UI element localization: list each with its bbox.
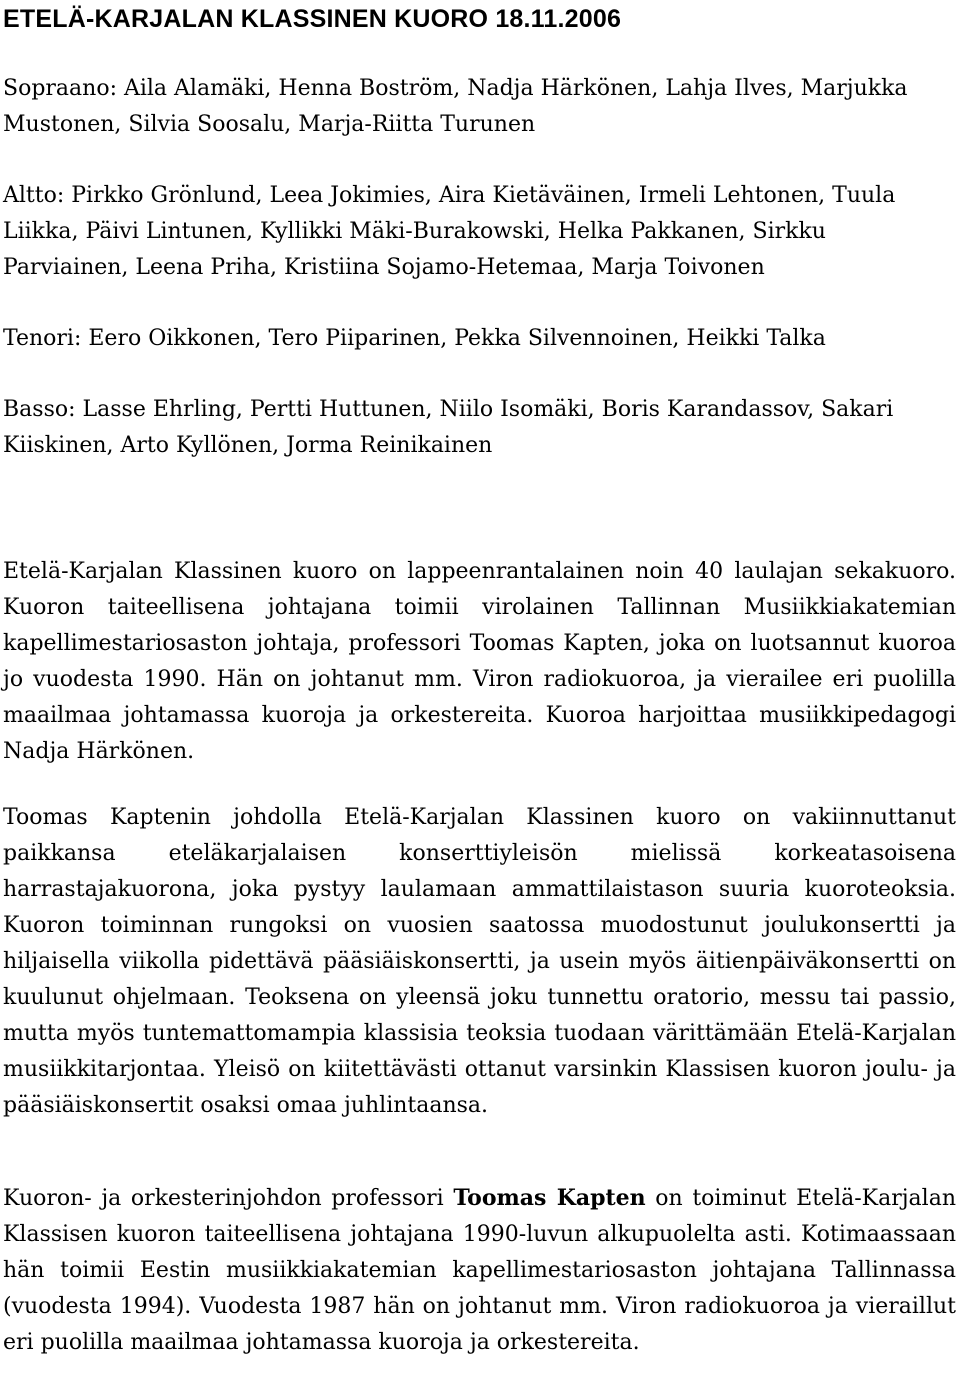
conductor-text-after: on toiminut Etelä-Karjalan Klassisen kuoron taiteellisena johtajana 1990-luvun alkupuolelta asti. Kotimaassaan hän toimii Eestin musiikkiakatemian kapellimestariosaston johtajana Tallinnassa (vuodesta 1994). Vuodesta 1987 hän on johtanut mm. Viron radiokuoroa ja vieraillut eri puolilla maailmaa johtamassa kuoroja ja orkestereita. — [3, 1186, 956, 1355]
paragraph-conductor — [3, 1180, 956, 1361]
page-title: ETELÄ-KARJALAN KLASSINEN KUORO 18.11.2006 — [3, 5, 622, 33]
conductor-text-before: Kuoron- ja orkesterinjohdon professori — [3, 1186, 454, 1211]
paragraph-history: Toomas Kaptenin johdolla Etelä-Karjalan Klassinen kuoro on vakiinnuttanut paikkansa eteläkarjalaisen konserttiyleisön mielissä korkeatasoisena harrastajakuorona, joka pystyy laulamaan ammattilaistason suuria kuoroteoksia. Kuoron toiminnan rungoksi on vuosien saatossa muodostunut joulukonsertti ja hiljaisella viikolla pidettävä pääsiäiskonsertti, ja usein myös äitienpäiväkonsertti on kuulunut ohjelmaan. Teoksena on yleensä joku tunnettu oratorio, messu tai passio, mutta myös tuntemattomampia klassisia teoksia tuodaan värittämään Etelä-Karjalan musiikkitarjontaa. Yleisö on kiitettävästi ottanut varsinkin Klassisen kuoron joulu- ja pääsiäiskonsertit osaksi omaa juhlintaansa. — [3, 805, 956, 1118]
roster-alto: Altto: Pirkko Grönlund, Leea Jokimies, Aira Kietäväinen, Irmeli Lehtonen, Tuula Liikka, Päivi Lintunen, Kyllikki Mäki-Burakowski, Helka Pakkanen, Sirkku Parviainen, Leena Priha, Kristiina Sojamo-Hetemaa, Marja Toivonen — [3, 183, 896, 280]
roster-tenor: Tenori: Eero Oikkonen, Tero Piiparinen, Pekka Silvennoinen, Heikki Talka — [3, 326, 826, 351]
roster-bass: Basso: Lasse Ehrling, Pertti Huttunen, Niilo Isomäki, Boris Karandassov, Sakari Kiiskinen, Arto Kyllönen, Jorma Reinikainen — [3, 397, 894, 458]
roster-soprano: Sopraano: Aila Alamäki, Henna Boström, Nadja Härkönen, Lahja Ilves, Marjukka Mustonen, Silvia Soosalu, Marja-Riitta Turunen — [3, 76, 908, 137]
conductor-name: Toomas Kapten — [453, 1185, 646, 1211]
paragraph-intro: Etelä-Karjalan Klassinen kuoro on lappeenrantalainen noin 40 laulajan sekakuoro. Kuoron taiteellisena johtajana toimii virolainen Tallinnan Musiikkiakatemian kapellimestariosaston johtaja, professori Toomas Kapten, joka on luotsannut kuoroa jo vuodesta 1990. Hän on johtanut mm. Viron radiokuoroa, ja vierailee eri puolilla maailmaa johtamassa kuoroja ja orkestereita. Kuoroa harjoittaa musiikkipedagogi Nadja Härkönen. — [3, 559, 956, 764]
